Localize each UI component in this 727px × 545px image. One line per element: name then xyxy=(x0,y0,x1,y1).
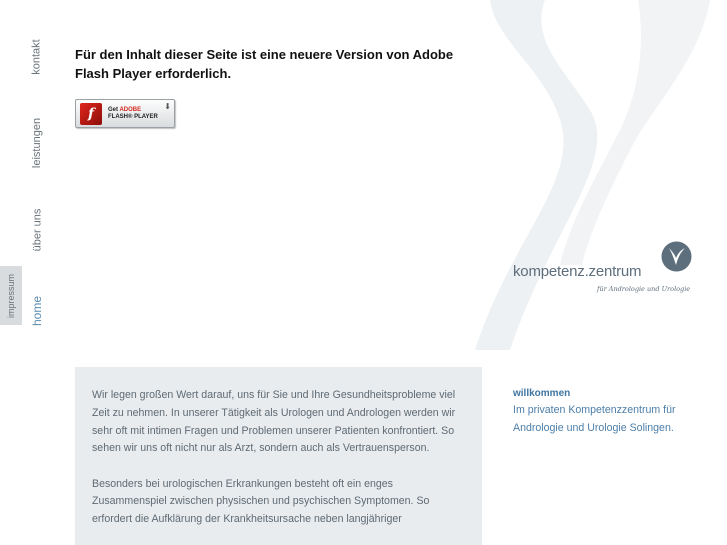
nav-item-leistungen[interactable] xyxy=(25,113,49,173)
flash-badge-adobe: ADOBE xyxy=(119,106,142,113)
decorative-swoosh xyxy=(470,0,727,350)
intro-paragraph: Wir legen großen Wert darauf, uns für Sie und Ihre Gesundheitsprobleme viel Zeit zu nehmen. In unserer Tätigkeit als Urologen und Andrologen werden wir sehr oft mit intimen Fragen und Problemen unserer Patienten konfrontiert. So sehen wir uns oft nicht nur als Arzt, sondern auch als Vertrauensperson. xyxy=(92,389,456,455)
y-circle-logo-icon xyxy=(661,241,692,272)
second-paragraph: Besonders bei urologischen Erkrankungen besteht oft ein enges Zusammenspiel zwischen physischen und psychischen Symptomen. So erfordert die Aufklärung der Krankheitsursache neben langjähriger xyxy=(92,477,430,526)
flash-badge-text xyxy=(108,107,158,121)
nav-item-impressum[interactable] xyxy=(0,266,22,325)
nav-item-label: über uns xyxy=(31,208,43,252)
welcome-box xyxy=(513,385,713,437)
flash-player-icon: f xyxy=(80,103,102,125)
get-flash-player-button[interactable] xyxy=(75,99,175,128)
flash-badge-get: Get xyxy=(108,106,119,113)
nav-item-label: home xyxy=(30,295,44,327)
impressum-label: impressum xyxy=(6,273,17,318)
nav-item-kontakt[interactable] xyxy=(25,27,49,87)
nav-item-home[interactable] xyxy=(25,281,49,341)
flash-required-message: Für den Inhalt dieser Seite ist eine neuere Version von Adobe Flash Player erforderlich. xyxy=(75,47,454,81)
download-arrow-icon: ⬇ xyxy=(164,102,171,111)
brand-logo-subtitle: für Andrologie und Urologie xyxy=(597,285,691,293)
vertical-nav xyxy=(0,0,56,545)
welcome-text: Im privaten Kompetenzzentrum für Andrologie und Urologie Solingen. xyxy=(513,404,676,434)
brand-logo-text: kompetenz.zentrum xyxy=(513,263,642,280)
flash-badge-player: FLASH® PLAYER xyxy=(108,113,158,120)
content-panel xyxy=(75,367,482,545)
welcome-title: willkommen xyxy=(513,388,571,399)
nav-item-label: kontakt xyxy=(31,39,43,75)
nav-item-label: leistungen xyxy=(31,117,43,169)
nav-item-ueber-uns[interactable] xyxy=(25,200,49,260)
